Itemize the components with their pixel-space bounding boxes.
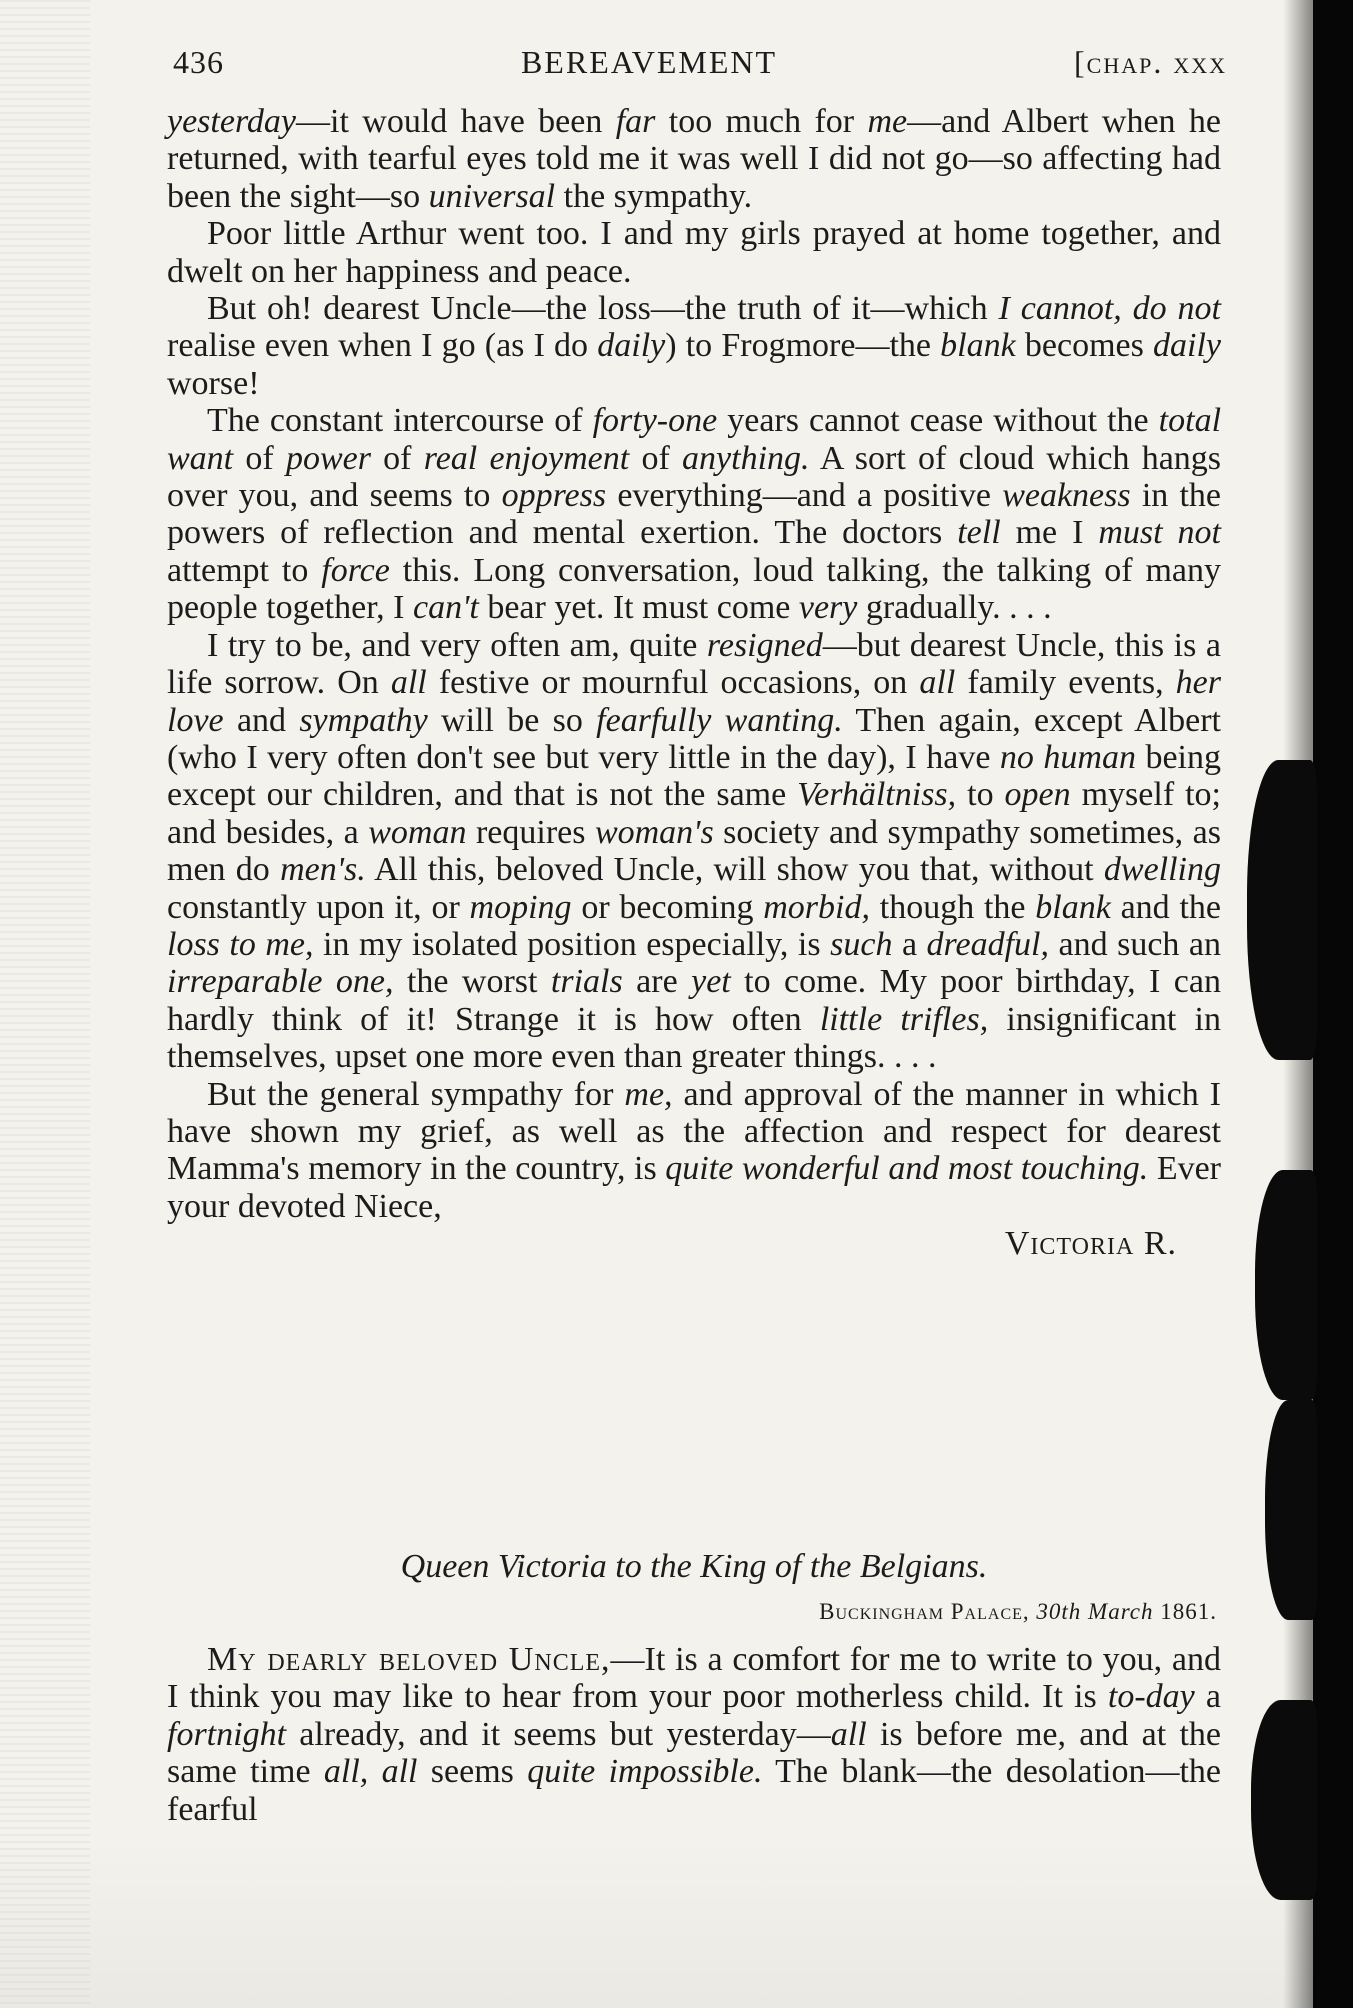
letter-body xyxy=(167,1641,1221,1828)
letter-place: Buckingham Palace, xyxy=(819,1599,1030,1624)
running-header xyxy=(173,44,1227,81)
salutation: My dearly beloved Uncle, xyxy=(207,1641,611,1678)
binding-edge xyxy=(1313,0,1353,2008)
letter-dateline xyxy=(167,1599,1217,1625)
paragraph: But the general sympathy for me, and approval of the manner in which I have shown my grief, as well as the affection and respect for dearest Mamma's memory in the country, is quite wonderful and most touching. Ever your devoted Niece, xyxy=(167,1075,1222,1225)
letter-heading: Queen Victoria to the King of the Belgians. xyxy=(400,1548,988,1585)
letter-date-month: March xyxy=(1088,1599,1154,1624)
running-title: BEREAVEMENT xyxy=(520,44,778,80)
paragraph: My dearly beloved Uncle,—It is a comfort for me to write to you, and I think you may like to hear from your poor motherless child. It is to-day a fortnight already, and it seems but yesterday—all is before me, and at the same time all, all seems quite impossible. The blank—the desolation—the fearful xyxy=(167,1641,1222,1828)
binding-shadow-blot xyxy=(1265,1400,1317,1620)
letter-date-year: 1861. xyxy=(1160,1599,1217,1624)
binding-shadow-blot xyxy=(1255,1170,1317,1400)
signature: Victoria R. xyxy=(1004,1225,1177,1263)
scan-noise-left-margin xyxy=(0,0,90,2008)
paragraph: yesterday—it would have been far too much for me—and Albert when he returned, with tearful eyes told me it was well I did not go—so affecting had been the sight—so universal the sympathy. xyxy=(167,103,1221,215)
chapter-label: [chap. xxx xyxy=(1073,44,1227,80)
page-number: 436 xyxy=(173,44,224,80)
binding-shadow-blot xyxy=(1247,760,1317,1060)
letter-body-continued xyxy=(167,103,1221,1263)
paragraph: I try to be, and very often am, quite resigned—but dearest Uncle, this is a life sorrow. On all festive or mournful occasions, on all family events, her love and sympathy will be so fearfully wanting. Then again, except Albert (who I very often don't see but very little in the day), I have no human being except our children, and that is not the same Verhältniss, to open myself to; and besides, a woman requires woman's society and sympathy sometimes, as men do men's. All this, beloved Uncle, will show you that, without dwelling constantly upon it, or moping or becoming morbid, though the blank and the loss to me, in my isolated position especially, is such a dreadful, and such an irreparable one, the worst trials are yet to come. My poor birthday, I can hardly think of it! Strange it is how often little trifles, insignificant in themselves, upset one more even than greater things. . . . xyxy=(167,626,1222,1076)
paragraph: But oh! dearest Uncle—the loss—the truth of it—which I cannot, do not realise even when I go (as I do daily) to Frogmore—the blank becomes daily worse! xyxy=(167,290,1222,402)
letter-date-day: 30th xyxy=(1036,1599,1082,1624)
binding-shadow-blot xyxy=(1251,1700,1317,1900)
paragraph: The constant intercourse of forty-one years cannot cease without the total want of power of real enjoyment of anything. A sort of cloud which hangs over you, and seems to oppress everything—and a positive weakness in the powers of reflection and mental exertion. The doctors tell me I must not attempt to force this. Long conversation, loud talking, the talking of many people together, I can't bear yet. It must come very gradually. . . . xyxy=(167,402,1222,627)
scan-noise-bottom xyxy=(0,1838,1353,2008)
paragraph: Poor little Arthur went too. I and my girls prayed at home together, and dwelt on her happiness and peace. xyxy=(167,215,1221,290)
